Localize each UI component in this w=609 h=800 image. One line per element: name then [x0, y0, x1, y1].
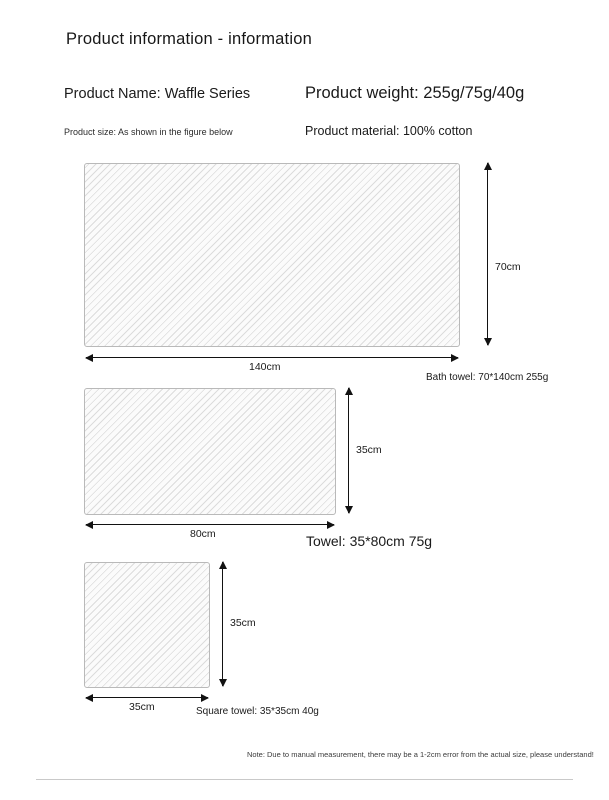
- page-title: Product information - information: [66, 30, 312, 48]
- measurement-note: Note: Due to manual measurement, there may be a 1-2cm error from the actual size, please understand!: [247, 750, 594, 759]
- footer-divider: [36, 779, 573, 780]
- square-towel-height-arrow: [222, 562, 223, 686]
- square-towel-caption: Square towel: 35*35cm 40g: [196, 706, 319, 717]
- towel-swatch: [84, 388, 336, 515]
- towel-width-arrow: [86, 524, 334, 525]
- product-size-label: Product size: As shown in the figure below: [64, 127, 233, 137]
- bath-towel-height-label: 70cm: [495, 261, 521, 273]
- square-towel-width-label: 35cm: [129, 701, 155, 713]
- bath-towel-caption: Bath towel: 70*140cm 255g: [426, 372, 549, 383]
- towel-height-label: 35cm: [356, 444, 382, 456]
- towel-caption: Towel: 35*80cm 75g: [306, 533, 433, 549]
- square-towel-swatch: [84, 562, 210, 688]
- square-towel-width-arrow: [86, 697, 208, 698]
- product-name-label: Product Name: Waffle Series: [64, 86, 251, 102]
- product-material-label: Product material: 100% cotton: [305, 124, 473, 138]
- bath-towel-swatch: [84, 163, 460, 347]
- bath-towel-width-arrow: [86, 357, 458, 358]
- towel-width-label: 80cm: [190, 528, 216, 540]
- product-weight-label: Product weight: 255g/75g/40g: [305, 84, 525, 102]
- bath-towel-height-arrow: [487, 163, 488, 345]
- bath-towel-width-label: 140cm: [249, 361, 281, 373]
- towel-height-arrow: [348, 388, 349, 513]
- square-towel-height-label: 35cm: [230, 617, 256, 629]
